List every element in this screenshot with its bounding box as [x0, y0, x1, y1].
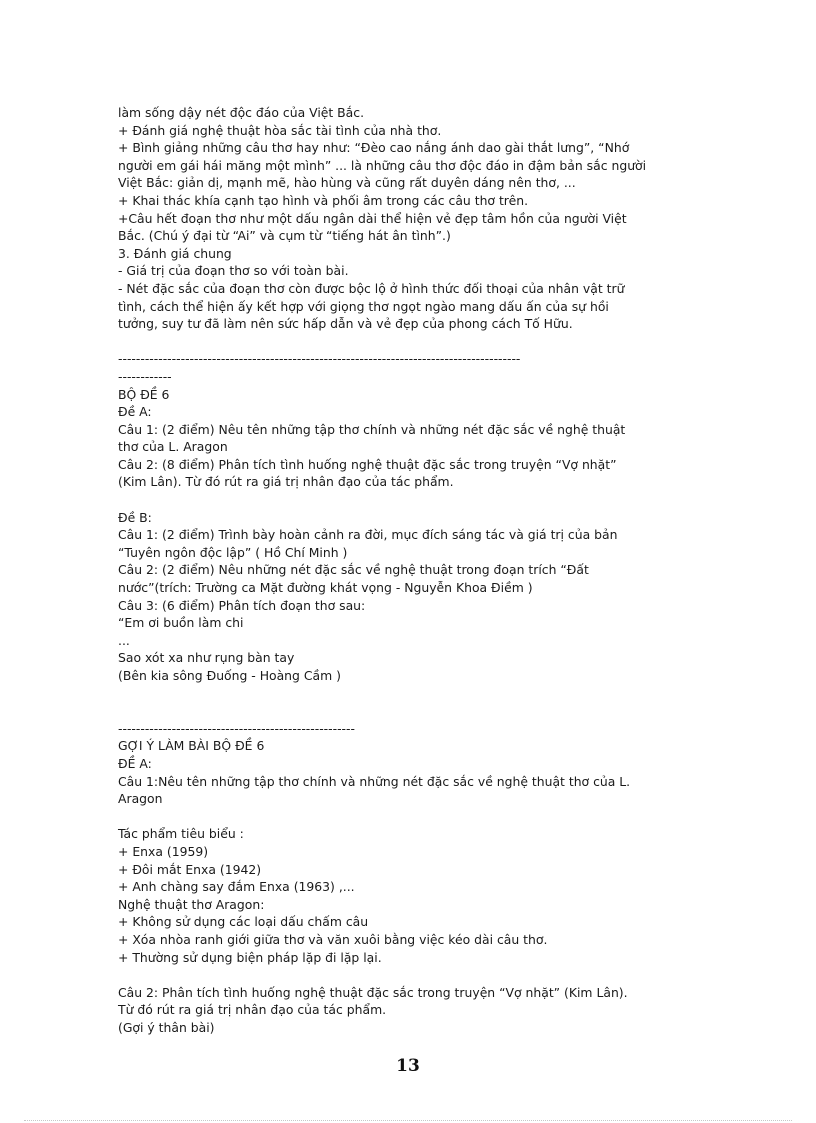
text-line: + Đánh giá nghệ thuật hòa sắc tài tình của nhà thơ.	[118, 122, 442, 138]
text-line: người em gái hái măng một mình” ... là những câu thơ độc đáo in đậm bản sắc người	[118, 157, 647, 173]
text-line: thơ của L. Aragon	[118, 439, 228, 455]
text-line: Câu 2: (8 điểm) Phân tích tình huống nghệ thuật đặc sắc trong truyện “Vợ nhặt”	[118, 456, 617, 472]
text-line: Sao xót xa như rụng bàn tay	[118, 650, 295, 666]
page-bottom-divider	[24, 1120, 792, 1121]
text-line: BỘ ĐỀ 6	[118, 386, 170, 402]
text-line: “Tuyên ngôn độc lập” ( Hồ Chí Minh )	[118, 544, 348, 560]
text-line: (Bên kia sông Đuống - Hoàng Cầm )	[118, 668, 341, 683]
text-line: Nghệ thuật thơ Aragon:	[118, 896, 265, 912]
blank-line	[118, 702, 708, 720]
text-line: GỢI Ý LÀM BÀI BỘ ĐỀ 6	[118, 738, 265, 754]
text-line: + Xóa nhòa ranh giới giữa thơ và văn xuôi bằng việc kéo dài câu thơ.	[118, 931, 548, 947]
text-line: Câu 3: (6 điểm) Phân tích đoạn thơ sau:	[118, 597, 366, 613]
blank-line	[118, 333, 708, 351]
text-line: (Gợi ý thân bài)	[118, 1019, 215, 1035]
blank-line	[118, 491, 708, 509]
text-line: + Không sử dụng các loại dấu chấm câu	[118, 914, 369, 930]
text-line: Aragon	[118, 791, 163, 807]
text-line: làm sống dậy nét độc đáo của Việt Bắc.	[118, 105, 365, 120]
blank-line	[118, 685, 708, 703]
text-line: Đề B:	[118, 509, 152, 525]
text-line: Tác phẩm tiêu biểu :	[118, 826, 244, 842]
text-line: Đề A:	[118, 404, 152, 420]
text-line: ĐỀ A:	[118, 755, 152, 771]
page-number: 13	[396, 1056, 420, 1076]
text-line: Câu 2: (2 điểm) Nêu những nét đặc sắc về nghệ thuật trong đoạn trích “Đất	[118, 562, 589, 578]
text-line: Câu 1: (2 điểm) Trình bày hoàn cảnh ra đời, mục đích sáng tác và giá trị của bản	[118, 527, 618, 543]
text-line: 3. Đánh giá chung	[118, 245, 232, 261]
separator-line: ------------	[118, 368, 172, 384]
text-line: nước”(trích: Trường ca Mặt đường khát vọng - Nguyễn Khoa Điềm )	[118, 580, 533, 596]
text-line: + Bình giảng những câu thơ hay như: “Đèo cao nắng ánh dao gài thắt lưng”, “Nhớ	[118, 140, 630, 156]
text-line: + Enxa (1959)	[118, 843, 209, 859]
blank-line	[118, 966, 708, 984]
text-line: tưởng, suy tư đã làm nên sức hấp dẫn và vẻ đẹp của phong cách Tố Hữu.	[118, 316, 573, 332]
text-line: - Nét đặc sắc của đoạn thơ còn được bộc lộ ở hình thức đối thoại của nhân vật trữ	[118, 280, 625, 296]
text-line: “Em ơi buồn làm chi	[118, 615, 244, 631]
text-line: + Khai thác khía cạnh tạo hình và phối âm trong các câu thơ trên.	[118, 192, 529, 208]
text-line: +Câu hết đoạn thơ như một dấu ngân dài thể hiện vẻ đẹp tâm hồn của người Việt	[118, 210, 627, 226]
text-line: tình, cách thể hiện ấy kết hợp với giọng thơ ngọt ngào mang dấu ấn của sự hồi	[118, 298, 609, 314]
text-line: + Anh chàng say đắm Enxa (1963) ,...	[118, 879, 355, 895]
separator-line: -----------------------------------------------------	[118, 720, 355, 736]
text-line: (Kim Lân). Từ đó rút ra giá trị nhân đạo của tác phẩm.	[118, 474, 454, 490]
document-body	[118, 104, 708, 1036]
text-line: ...	[118, 632, 130, 648]
text-line: + Thường sử dụng biện pháp lặp đi lặp lại.	[118, 949, 382, 965]
separator-line: ------------------------------------------------------------------------------------------	[118, 351, 521, 367]
text-line: Câu 2: Phân tích tình huống nghệ thuật đặc sắc trong truyện “Vợ nhặt” (Kim Lân).	[118, 984, 628, 1000]
text-line: + Đôi mắt Enxa (1942)	[118, 861, 262, 877]
text-line: Câu 1: (2 điểm) Nêu tên những tập thơ chính và những nét đặc sắc về nghệ thuật	[118, 421, 626, 437]
text-line: Từ đó rút ra giá trị nhân đạo của tác phẩm.	[118, 1002, 387, 1018]
text-line: - Giá trị của đoạn thơ so với toàn bài.	[118, 263, 349, 279]
blank-line	[118, 808, 708, 826]
text-line: Bắc. (Chú ý đại từ “Ai” và cụm từ “tiếng hát ân tình”.)	[118, 228, 451, 244]
text-line: Việt Bắc: giản dị, mạnh mẽ, hào hùng và cũng rất duyên dáng nên thơ, ...	[118, 175, 576, 191]
text-line: Câu 1:Nêu tên những tập thơ chính và những nét đặc sắc về nghệ thuật thơ của L.	[118, 773, 631, 789]
